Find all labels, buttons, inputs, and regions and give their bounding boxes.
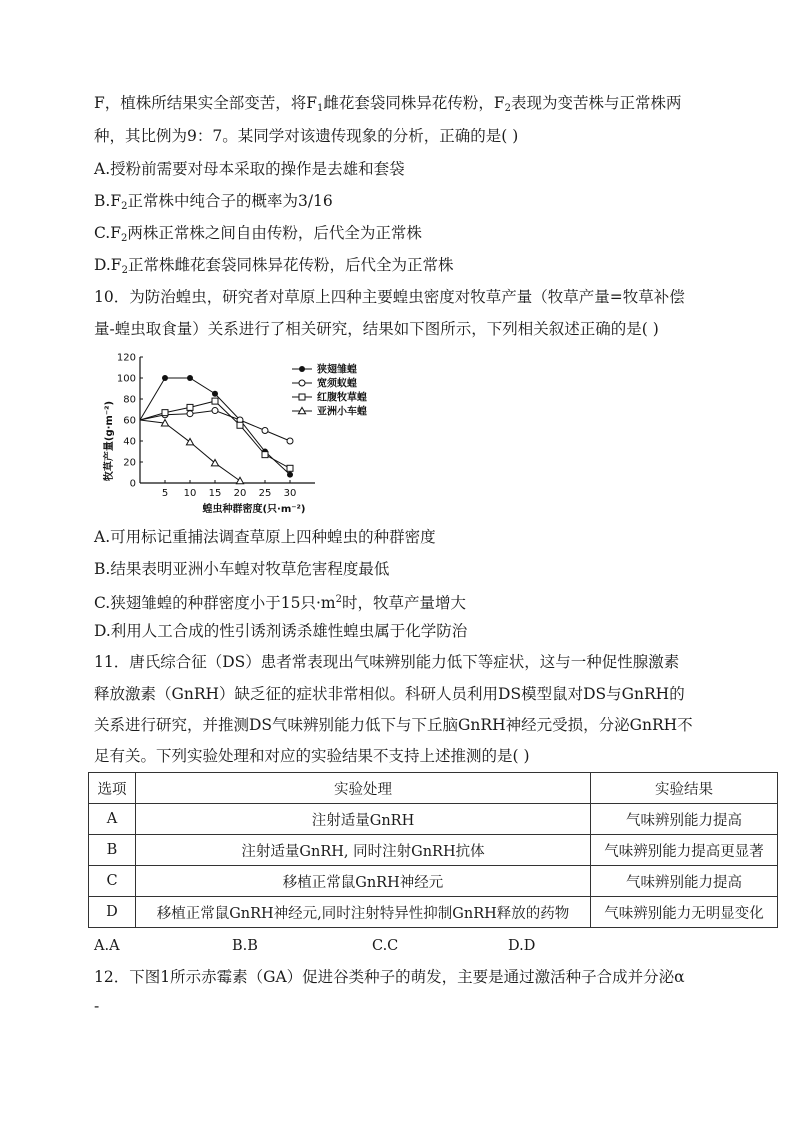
data-point	[262, 428, 268, 434]
table-row	[89, 897, 778, 928]
cell-result: 气味辨别能力提高	[591, 804, 778, 835]
data-point	[212, 391, 218, 397]
cell-treatment: 移植正常鼠GnRH神经元,同时注射特异性抑制GnRH释放的药物	[136, 897, 591, 928]
x-axis-label: 蝗虫种群密度(只·m⁻²)	[202, 504, 306, 515]
q12-line-1: 12．下图1所示赤霉素（GA）促进谷类种子的萌发，主要是通过激活种子合成并分泌α	[94, 968, 685, 986]
q9-line-2: 种，其比例为9：7。某同学对该遗传现象的分析，正确的是( )	[94, 127, 519, 145]
x-tick-label: 20	[233, 488, 247, 499]
series-group	[140, 420, 244, 484]
chart-axes	[117, 353, 315, 500]
chart-legend	[292, 363, 367, 418]
legend-label: 红腹牧草蝗	[317, 392, 367, 404]
q10-option-c: C.狭翅雏蝗的种群密度小于15只$\cdot m^2$时，牧草产量增大	[94, 594, 466, 612]
y-tick-label: 80	[123, 394, 136, 406]
data-point	[162, 375, 168, 381]
data-point	[186, 438, 193, 444]
x-tick-label: 30	[283, 488, 297, 499]
cell-result: 气味辨别能力无明显变化	[591, 897, 778, 928]
answer-d: D.D	[508, 938, 536, 954]
q9-option-d: $D.F_2$正常株雌花套袋同株异花传粉，后代全为正常株	[94, 256, 454, 276]
table-row	[89, 866, 778, 897]
cell-option: A	[89, 804, 136, 835]
q12-line-2: -	[94, 997, 100, 1015]
data-point	[187, 411, 193, 417]
data-point	[187, 375, 193, 381]
legend-marker	[299, 366, 305, 372]
table-row	[89, 835, 778, 866]
cell-option: C	[89, 866, 136, 897]
y-tick-label: 120	[116, 352, 136, 364]
cell-result: 气味辨别能力提高	[591, 866, 778, 897]
cell-option: D	[89, 897, 136, 928]
data-point	[262, 452, 268, 458]
y-tick-label: 0	[129, 478, 136, 490]
cell-result: 气味辨别能力提高更显著	[591, 835, 778, 866]
header-treatment: 实验处理	[136, 773, 591, 804]
data-point	[287, 472, 293, 478]
legend-marker	[299, 394, 305, 400]
x-tick-label: 15	[208, 488, 222, 499]
chart-series	[140, 375, 293, 484]
legend-label: 宽须蚁蝗	[317, 378, 357, 390]
data-point	[237, 422, 243, 428]
x-tick-label: 25	[258, 488, 272, 499]
answer-c: C.C	[372, 938, 399, 954]
cell-treatment: 移植正常鼠GnRH神经元	[136, 866, 591, 897]
data-point	[236, 477, 243, 483]
legend-marker	[299, 380, 305, 386]
data-point	[212, 398, 218, 404]
data-point	[187, 404, 193, 410]
data-point	[287, 465, 293, 471]
cell-treatment: 注射适量GnRH, 同时注射GnRH抗体	[136, 835, 591, 866]
data-point	[162, 410, 168, 416]
x-tick-label: 10	[183, 488, 197, 499]
x-tick-label: 5	[161, 488, 169, 499]
q9-option-a: A.授粉前需要对母本采取的操作是去雄和套袋	[94, 160, 405, 178]
q11-answer-options	[94, 935, 535, 957]
y-tick-label: 40	[123, 436, 136, 448]
y-tick-label: 100	[116, 373, 136, 385]
q11-line-2: 释放激素（GnRH）缺乏征的症状非常相似。科研人员利用DS模型鼠对DS与GnRH的	[94, 685, 685, 703]
header-result: 实验结果	[591, 773, 778, 804]
q11-line-3: 关系进行研究，并推测DS气味辨别能力低下与下丘脑GnRH神经元受损，分泌GnRH不	[94, 716, 693, 734]
series-line	[140, 420, 240, 481]
q10-line-1: 10．为防治蝗虫，研究者对草原上四种主要蝗虫密度对牧草产量（牧草产量=牧草补偿	[94, 288, 685, 306]
q11-line-4: 足有关。下列实验处理和对应的实验结果不支持上述推测的是( )	[94, 747, 530, 765]
q9-option-c: $C.F_2$两株正常株之间自由传粉，后代全为正常株	[94, 224, 422, 244]
header-option: 选项	[89, 773, 136, 804]
q10-line-2: 量-蝗虫取食量）关系进行了相关研究，结果如下图所示，下列相关叙述正确的是( )	[94, 320, 659, 338]
data-point	[212, 408, 218, 414]
q11-line-1: 11．唐氏综合征（DS）患者常表现出气味辨别能力低下等症状，这与一种促性腺激素	[94, 653, 680, 671]
density-yield-chart	[94, 346, 394, 518]
table-header-row	[89, 773, 778, 804]
table-row	[89, 804, 778, 835]
data-point	[287, 438, 293, 444]
q9-option-b: $B.F_2$正常株中纯合子的概率为3/16	[94, 192, 333, 212]
y-tick-label: 20	[123, 457, 136, 469]
legend-label: 狭翅雏蝗	[317, 364, 357, 376]
legend-label: 亚洲小车蝗	[317, 406, 367, 418]
q10-option-b: B.结果表明亚洲小车蝗对牧草危害程度最低	[94, 560, 390, 578]
answer-a: A.A	[94, 938, 120, 954]
cell-treatment: 注射适量GnRH	[136, 804, 591, 835]
experiment-table	[88, 772, 778, 928]
y-axis-label: 牧草产量(g·m⁻²)	[104, 400, 115, 482]
q10-option-d: D.利用人工合成的性引诱剂诱杀雄性蝗虫属于化学防治	[94, 622, 468, 640]
q10-option-a: A.可用标记重捕法调查草原上四种蝗虫的种群密度	[94, 528, 436, 546]
y-tick-label: 60	[123, 415, 136, 427]
answer-b: B.B	[232, 938, 258, 954]
q9-line-1: F，植株所结果实全部变苦，将$F_1$雌花套袋同株异花传粉，$F_2$表现为变苦株与正常株两	[94, 94, 682, 114]
cell-option: B	[89, 835, 136, 866]
